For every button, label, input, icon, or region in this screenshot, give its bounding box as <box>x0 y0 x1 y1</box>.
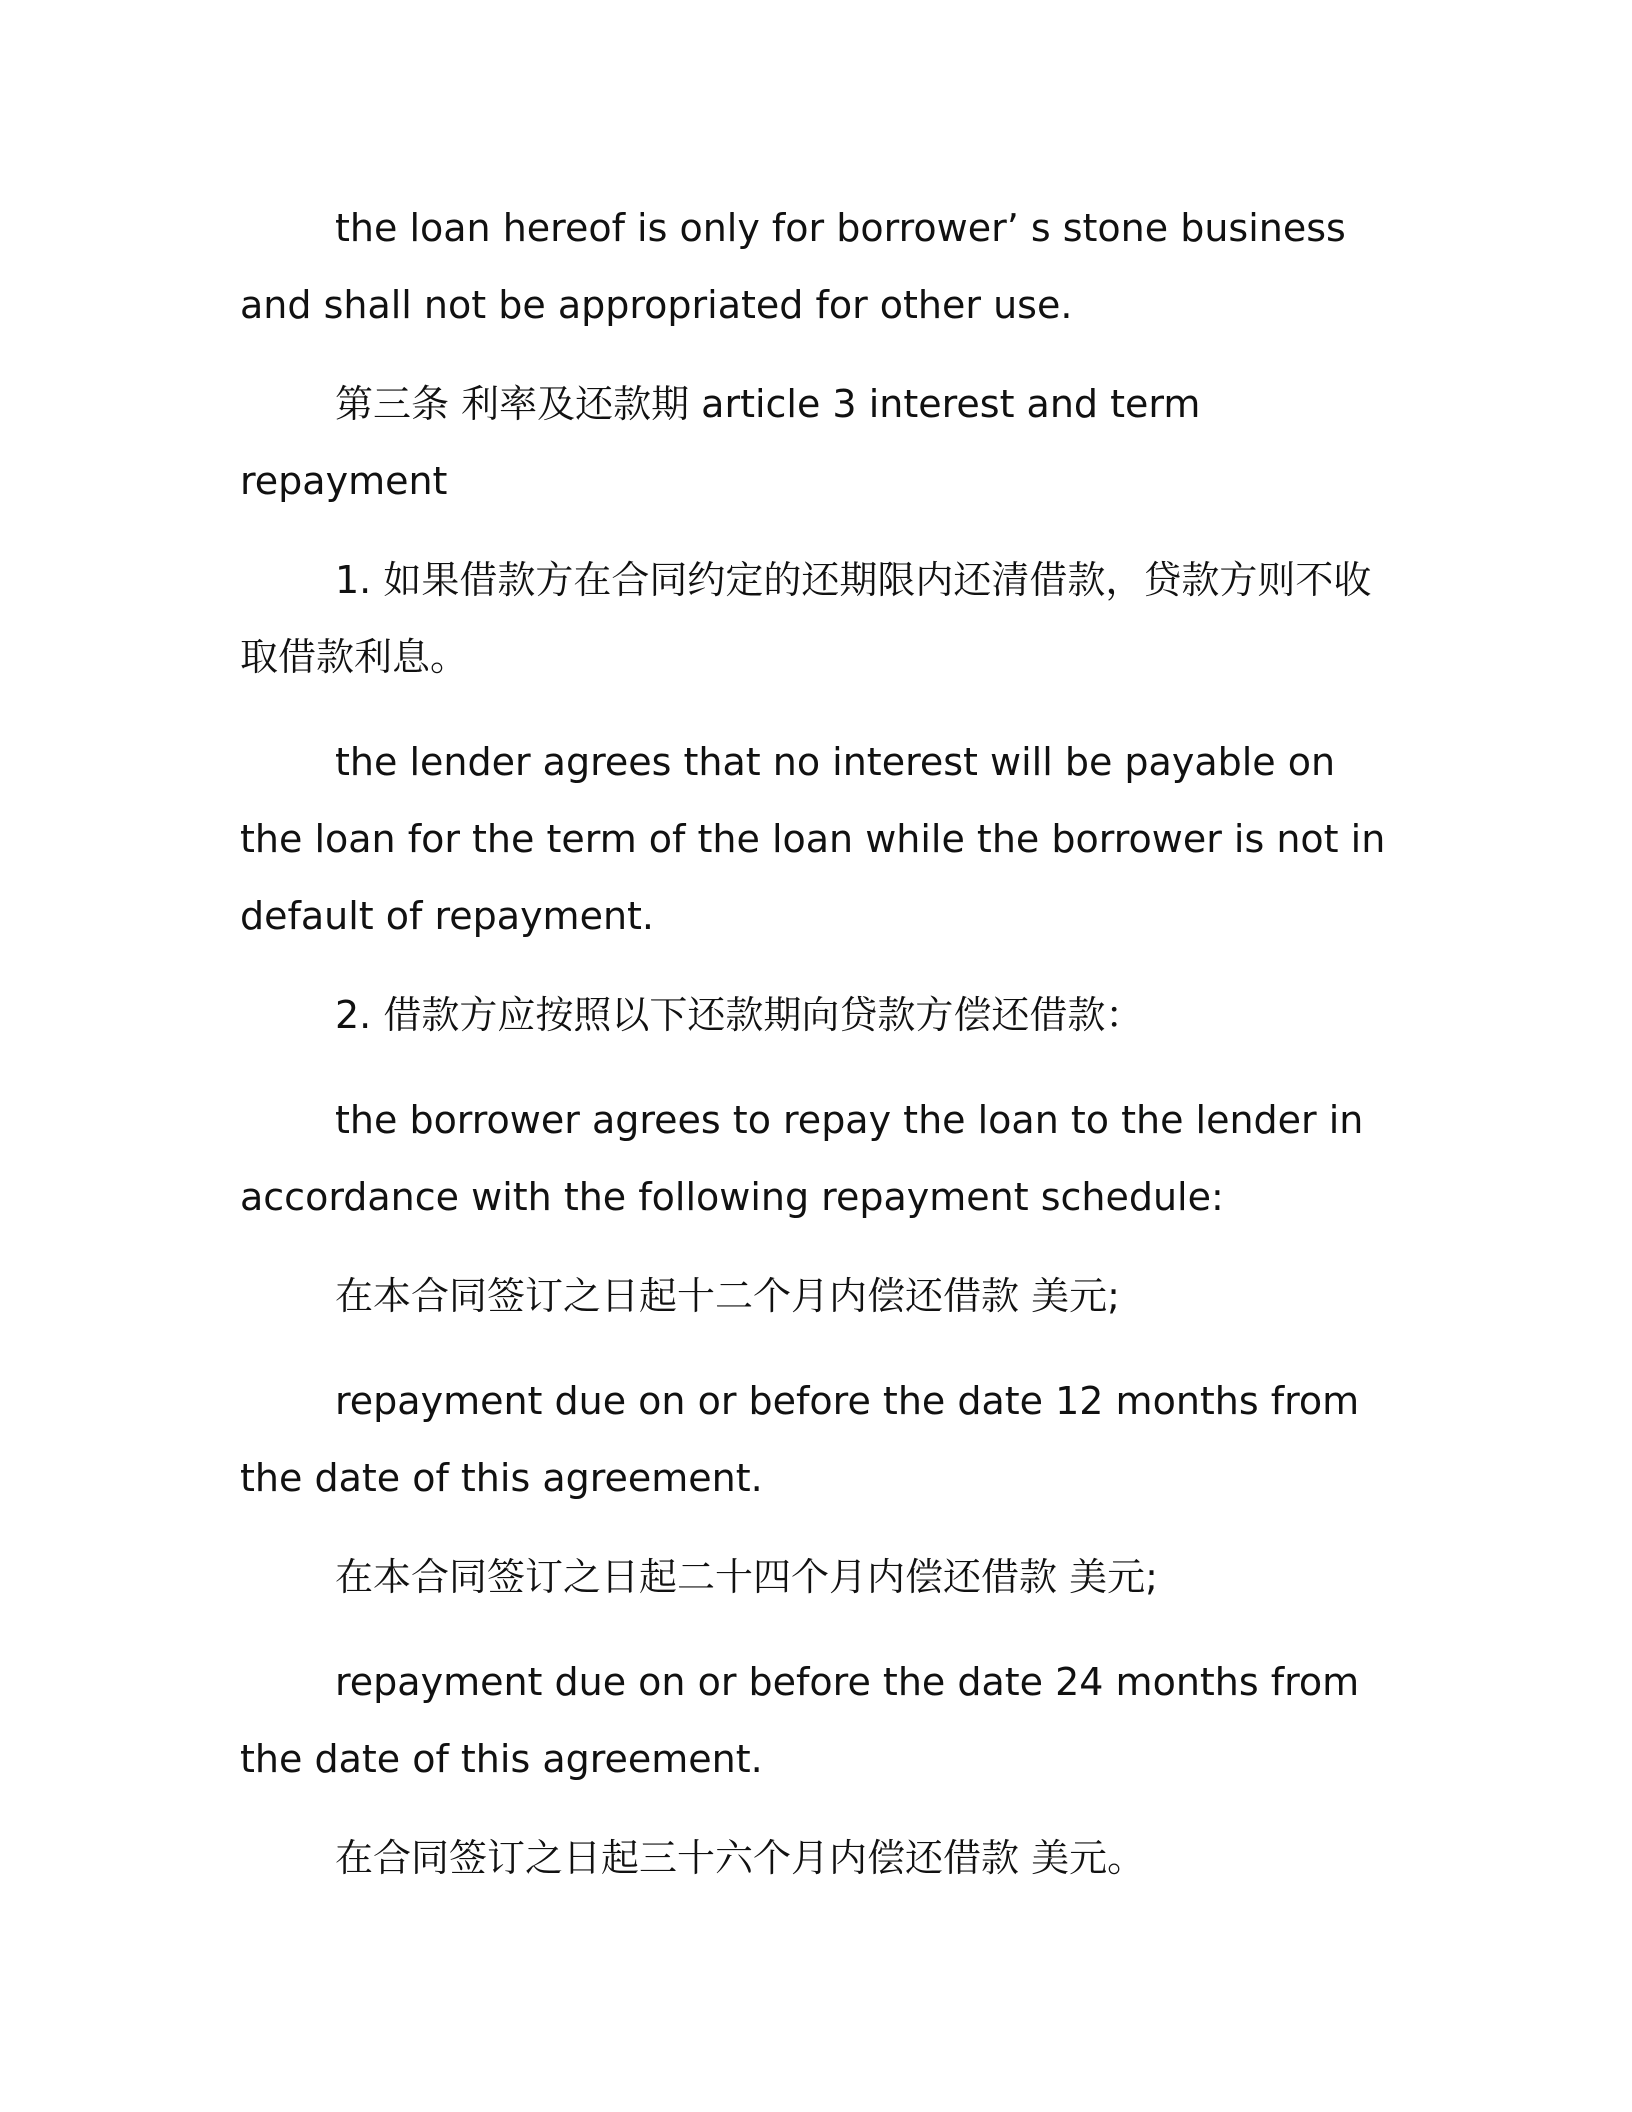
paragraph-interest-cn: 1. 如果借款方在合同约定的还期限内还清借款，贷款方则不收取借款利息。 <box>240 558 1372 679</box>
paragraph-interest-en: the lender agrees that no interest will be payable on the loan for the term of the loan while the borrower is not in default of repayment. <box>240 740 1386 938</box>
paragraph-repayment-en: the borrower agrees to repay the loan to the lender in accordance with the following repayment schedule: <box>240 1098 1364 1219</box>
schedule-24-months-cn: 在本合同签订之日起二十四个月内偿还借款 美元; <box>335 1555 1158 1599</box>
schedule-24-months-en: repayment due on or before the date 24 months from the date of this agreement. <box>240 1660 1360 1781</box>
article-3-heading: 第三条 利率及还款期 article 3 interest and term repayment <box>240 382 1201 503</box>
document-body <box>240 190 1390 1897</box>
schedule-36-months-cn: 在合同签订之日起三十六个月内偿还借款 美元。 <box>335 1836 1146 1880</box>
schedule-12-months-cn: 在本合同签订之日起十二个月内偿还借款 美元; <box>335 1274 1120 1318</box>
paragraph-loan-purpose: the loan hereof is only for borrower’ s stone business and shall not be appropriated for other use. <box>240 206 1346 327</box>
schedule-12-months-en: repayment due on or before the date 12 months from the date of this agreement. <box>240 1379 1360 1500</box>
paragraph-repayment-cn: 2. 借款方应按照以下还款期向贷款方偿还借款： <box>335 993 1144 1037</box>
